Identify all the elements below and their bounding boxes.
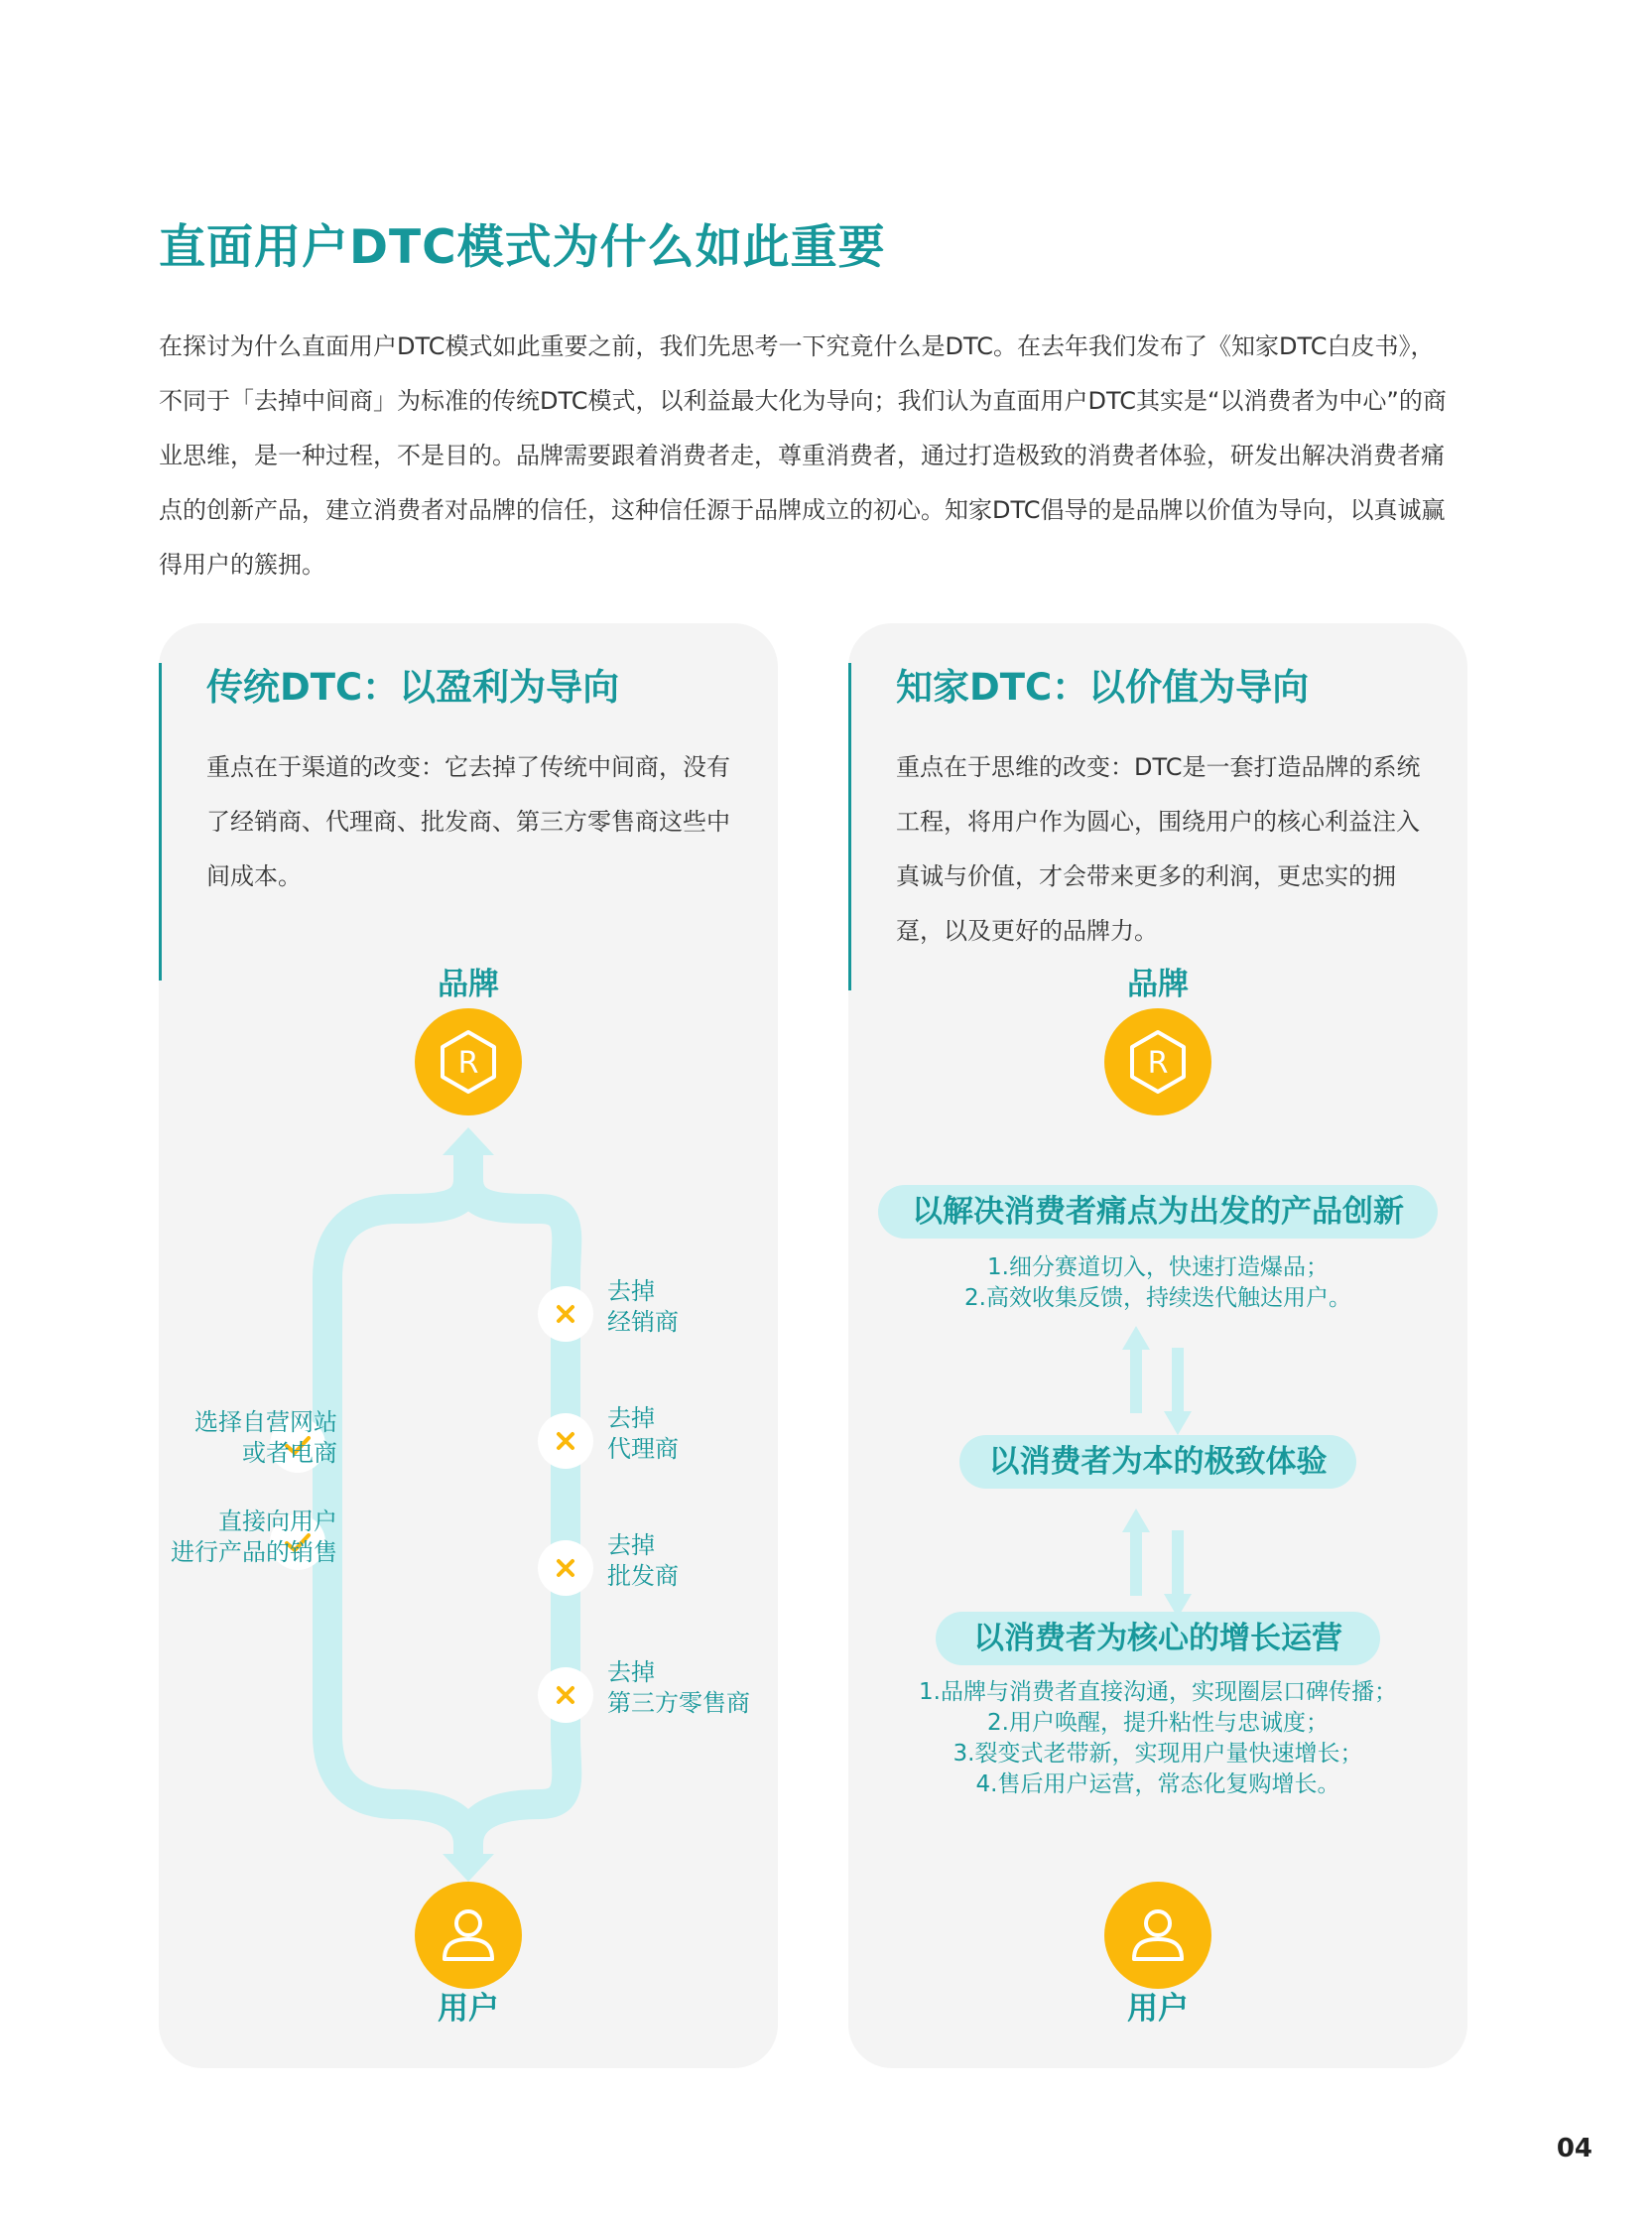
svg-text:R: R [457, 1046, 479, 1081]
stage-product-innovation: 以解决消费者痛点为出发的产品创新 [878, 1185, 1438, 1239]
user-icon [1104, 1882, 1211, 1989]
right-step [607, 1530, 679, 1592]
cross-circle [538, 1413, 593, 1469]
up-arrow-icon [1122, 1508, 1150, 1596]
intro-paragraph: 在探讨为什么直面用户DTC模式如此重要之前，我们先思考一下究竟什么是DTC。在去年我们发布了《知家DTC白皮书》，不同于「去掉中间商」为标准的传统DTC模式，以利益最大化为导向；我们认为直面用户DTC其实是“以消费者为中心”的商业思维，是一种过程，不是目的。品牌需要跟着消费者走，尊重消费者，通过打造极致的消费者体验，研发出解决消费者痛点的创新产品，建立消费者对品牌的信任，这种信任源于品牌成立的初心。知家DTC倡导的是品牌以价值为导向，以真诚赢得用户的簇拥。 [159, 332, 1447, 579]
step-line: 去掉 [607, 1531, 655, 1559]
step-line: 直接向用户 [218, 1507, 337, 1535]
user-circle [1104, 1882, 1211, 1989]
down-arrow-icon [1164, 1348, 1192, 1435]
list-item: 2.用户唤醒，提升粘性与忠诚度； [987, 1710, 1329, 1736]
list-item: 1.品牌与消费者直接沟通，实现圈层口碑传播； [919, 1679, 1397, 1705]
cross-circle [538, 1540, 593, 1596]
page-title: 直面用户DTC模式为什么如此重要 [159, 220, 886, 275]
step-line: 去掉 [607, 1404, 655, 1432]
page-number: 04 [1556, 2134, 1592, 2163]
up-arrow-icon [1122, 1326, 1150, 1413]
panel-title: 传统DTC：以盈利为导向 [206, 666, 620, 709]
step-line: 经销商 [607, 1308, 679, 1336]
channel-flow-diagram [159, 623, 778, 2068]
list-item: 4.售后用户运营，常态化复购增长。 [975, 1771, 1340, 1797]
right-step [607, 1403, 679, 1465]
registered-brand-icon [1104, 1008, 1211, 1115]
cross-circle [538, 1286, 593, 1342]
step-line: 或者电商 [242, 1439, 337, 1467]
stage-list [848, 1252, 1467, 1314]
panel-title: 知家DTC：以价值为导向 [896, 666, 1310, 709]
step-line: 选择自营网站 [194, 1408, 337, 1436]
step-line: 第三方零售商 [607, 1689, 750, 1717]
step-line: 批发商 [607, 1562, 679, 1590]
list-item: 1.细分赛道切入，快速打造爆品； [987, 1254, 1329, 1280]
brand-label: 品牌 [1127, 967, 1189, 1002]
exchange-arrows [1118, 1326, 1198, 1435]
brand-label: 品牌 [438, 967, 499, 1002]
left-step [139, 1506, 337, 1568]
accent-bar [848, 663, 851, 990]
step-line: 去掉 [607, 1658, 655, 1686]
traditional-dtc-panel [159, 623, 778, 2068]
user-circle [415, 1882, 522, 1989]
left-step [139, 1407, 337, 1469]
list-item: 3.裂变式老带新，实现用户量快速增长； [953, 1741, 1363, 1767]
cross-icon [538, 1667, 593, 1723]
right-step [607, 1657, 750, 1719]
svg-text:R: R [1147, 1046, 1169, 1081]
user-icon [415, 1882, 522, 1989]
exchange-arrows [1118, 1508, 1198, 1618]
user-label: 用户 [438, 1991, 499, 2027]
cross-circle [538, 1667, 593, 1723]
brand-circle [1104, 1008, 1211, 1115]
list-item: 2.高效收集反馈，持续迭代触达用户。 [964, 1285, 1351, 1311]
down-arrow-icon [1164, 1530, 1192, 1618]
step-line: 去掉 [607, 1277, 655, 1305]
step-line: 代理商 [607, 1435, 679, 1463]
stage-list [848, 1677, 1467, 1800]
cross-icon [538, 1286, 593, 1342]
panel-description: 重点在于渠道的改变：它去掉了传统中间商，没有了经销商、代理商、批发商、第三方零售商这些中间成本。 [206, 753, 730, 890]
zhijia-dtc-panel [848, 623, 1467, 2068]
step-line: 进行产品的销售 [171, 1538, 337, 1566]
right-step [607, 1276, 679, 1338]
cross-icon [538, 1413, 593, 1469]
panel-description: 重点在于思维的改变：DTC是一套打造品牌的系统工程，将用户作为圆心，围绕用户的核心利益注入真诚与价值，才会带来更多的利润，更忠实的拥趸，以及更好的品牌力。 [896, 753, 1421, 945]
cross-icon [538, 1540, 593, 1596]
stage-experience: 以消费者为本的极致体验 [959, 1435, 1356, 1489]
stage-growth-operation: 以消费者为核心的增长运营 [936, 1612, 1380, 1665]
user-label: 用户 [1127, 1991, 1189, 2027]
